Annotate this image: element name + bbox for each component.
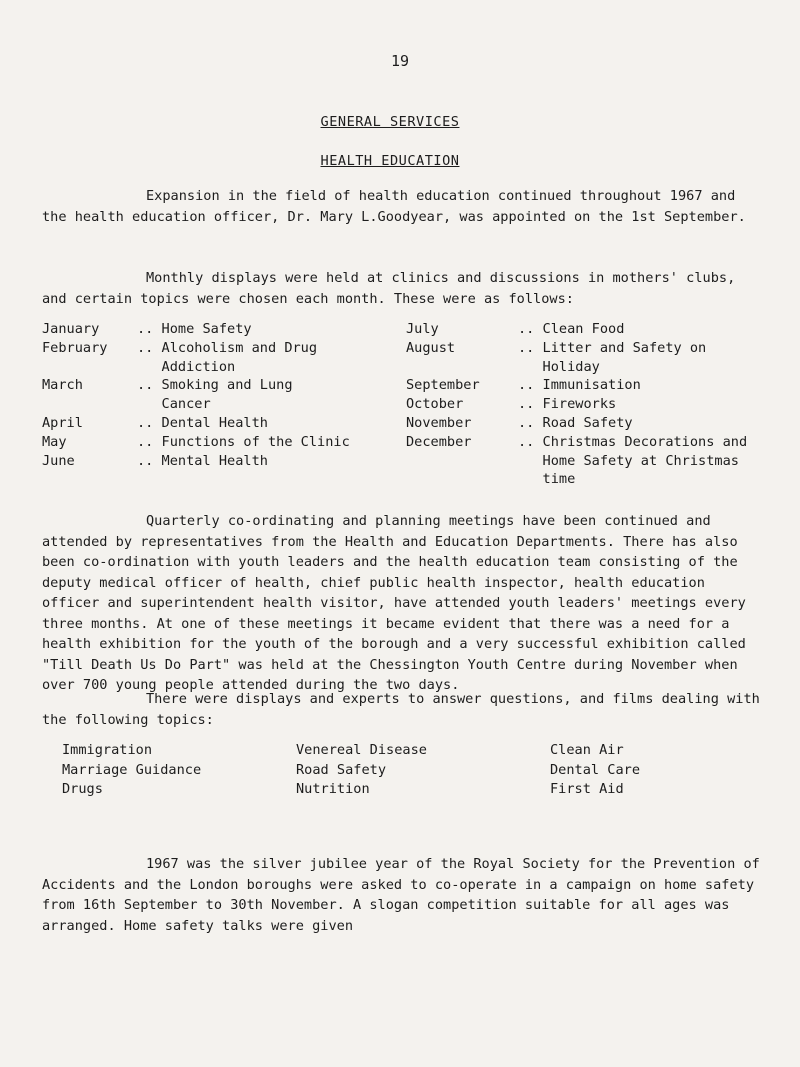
- paragraph-silver-jubilee: [42, 854, 768, 936]
- topic-item: Road Safety: [296, 761, 387, 778]
- paragraph-monthly-displays: [42, 268, 762, 309]
- schedule-topic: .. Mental Health: [137, 452, 268, 469]
- topic-item: Clean Air: [550, 742, 624, 758]
- schedule-month: January: [42, 321, 100, 337]
- schedule-month: April: [42, 415, 83, 431]
- topics-row: [62, 761, 762, 781]
- paragraph-text: Monthly displays were held at clinics and discussions in mothers' clubs, and certain topics were chosen each month. These were as follows:: [42, 270, 744, 307]
- schedule-month: December: [406, 433, 472, 450]
- schedule-month: November: [406, 415, 472, 431]
- schedule-month: February: [42, 339, 108, 356]
- schedule-month: August: [406, 339, 456, 356]
- schedule-topic: .. Road Safety: [518, 415, 633, 431]
- paragraph-text: 1967 was the silver jubilee year of the Royal Society for the Prevention of Accidents and the London boroughs were asked to co-operate in a campaign on home safety from 16th September to 30th November. A slogan competition suitable for all ages was arranged. Home safety talks were given: [42, 856, 768, 934]
- topic-item: Nutrition: [296, 781, 370, 797]
- schedule-month: May: [42, 433, 67, 450]
- topic-item: Marriage Guidance: [62, 761, 202, 778]
- schedule-topic: .. Smoking and Lung Cancer: [137, 377, 293, 413]
- schedule-month: September: [406, 377, 480, 394]
- subsection-heading: HEALTH EDUCATION: [320, 153, 460, 169]
- paragraph-expansion: [42, 186, 762, 227]
- topic-item: Venereal Disease: [296, 742, 427, 758]
- schedule-topic: .. Dental Health: [137, 415, 268, 431]
- schedule-topic: .. Functions of the Clinic: [137, 433, 350, 450]
- schedule-topic: .. Clean Food: [518, 321, 625, 337]
- paragraph-text: Quarterly co-ordinating and planning meetings have been continued and attended by representatives from the Health and Education Departments. There has also been co-ordination with youth leaders and the health education team consisting of the deputy medical officer of health, chief public health inspector, health education officer and superintendent health visitor, have attended youth leaders' meetings every three months. At one of these meetings it became evident that there was a need for a health exhibition for the youth of the borough and a very successful exhibition called "Till Death Us Do Part" was held at the Chessington Youth Centre during November when over 700 young people attended during the two days.: [42, 513, 755, 693]
- topic-item: First Aid: [550, 781, 624, 797]
- exhibition-topics-list: [62, 741, 762, 800]
- section-heading: GENERAL SERVICES: [320, 114, 460, 130]
- schedule-topic: .. Christmas Decorations and Home Safety at Christmas time: [518, 433, 748, 488]
- schedule-month: June: [42, 452, 75, 469]
- topics-row: [62, 780, 762, 800]
- paragraph-coordination: [42, 511, 762, 696]
- paragraph-displays-experts: [42, 689, 768, 730]
- topic-item: Drugs: [62, 781, 103, 797]
- schedule-month: October: [406, 396, 464, 413]
- schedule-topic: .. Alcoholism and Drug Addiction: [137, 339, 318, 375]
- schedule-topic: .. Home Safety: [137, 321, 252, 337]
- topics-row: [62, 741, 762, 761]
- topic-item: Dental Care: [550, 761, 641, 778]
- schedule-month: July: [406, 321, 439, 337]
- schedule-topic: .. Immunisation: [518, 377, 641, 394]
- schedule-topic: .. Fireworks: [518, 396, 617, 413]
- schedule-topic: .. Litter and Safety on Holiday: [518, 339, 707, 375]
- page-number: 19: [390, 52, 410, 70]
- paragraph-text: Expansion in the field of health education continued throughout 1967 and the health education officer, Dr. Mary L.Goodyear, was appointed on the 1st September.: [42, 188, 746, 225]
- topic-item: Immigration: [62, 742, 153, 758]
- schedule-month: March: [42, 377, 83, 394]
- paragraph-text: There were displays and experts to answer questions, and films dealing with the following topics:: [42, 691, 768, 728]
